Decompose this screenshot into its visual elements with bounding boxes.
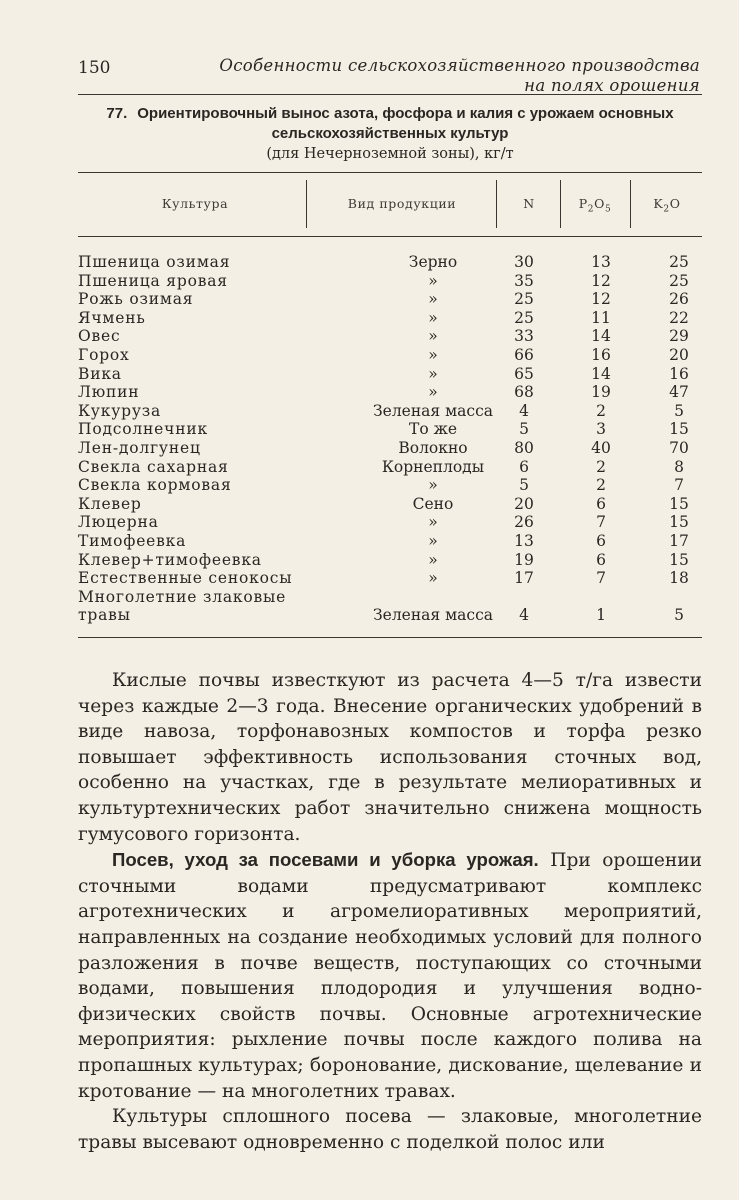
column-divider xyxy=(630,180,631,228)
product-cell: » xyxy=(428,476,438,495)
running-header xyxy=(78,56,700,96)
product-cell: » xyxy=(428,513,438,532)
k2o-cell: 25 xyxy=(669,271,689,290)
p2o5-cell: 11 xyxy=(591,308,611,327)
crop-cell: Горох xyxy=(78,345,130,364)
product-cell: » xyxy=(428,550,438,569)
p2o5-cell: 7 xyxy=(596,569,606,588)
p2o5-cell: 14 xyxy=(591,364,611,383)
product-cell: Корнеплоды xyxy=(381,457,485,476)
crop-cell: Многолетние злаковые травы xyxy=(78,587,287,625)
product-cell: » xyxy=(428,345,438,364)
p2o5-cell: 6 xyxy=(596,494,606,513)
p2o5-cell: 14 xyxy=(591,327,611,346)
n-cell: 30 xyxy=(514,253,534,271)
crop-cell: Люпин xyxy=(78,383,140,402)
crop-cell: Естественные сенокосы xyxy=(78,569,293,588)
crop-cell: Вика xyxy=(78,364,122,383)
crop-cell: Клевер+тимофеевка xyxy=(78,550,262,569)
table-row xyxy=(78,439,702,458)
n-cell: 5 xyxy=(519,420,529,439)
k2o-cell: 47 xyxy=(669,383,689,402)
crop-cell: Пшеница яровая xyxy=(78,271,228,290)
p2o5-cell: 16 xyxy=(591,345,611,364)
column-divider xyxy=(496,180,497,228)
p2o5-cell: 12 xyxy=(591,290,611,309)
p2o5-cell: 6 xyxy=(596,550,606,569)
n-cell: 4 xyxy=(519,606,529,625)
column-divider xyxy=(306,180,307,228)
n-cell: 26 xyxy=(514,513,534,532)
p2o5-cell: 1 xyxy=(596,606,606,625)
k2o-cell: 25 xyxy=(669,253,689,271)
product-cell: Зеленая масса xyxy=(372,606,494,625)
table-row xyxy=(78,551,702,570)
k2o-cell: 22 xyxy=(669,308,689,327)
k2o-cell: 29 xyxy=(669,327,689,346)
n-cell: 17 xyxy=(514,569,534,588)
k2o-cell: 7 xyxy=(674,476,684,495)
product-cell: То же xyxy=(408,420,458,439)
table-row xyxy=(78,253,702,272)
crop-cell: Рожь озимая xyxy=(78,290,194,309)
n-cell: 25 xyxy=(514,290,534,309)
n-cell: 80 xyxy=(514,438,534,457)
crop-cell: Пшеница озимая xyxy=(78,253,231,271)
n-cell: 65 xyxy=(514,364,534,383)
header-crop: Культура xyxy=(161,196,229,211)
p2o5-cell: 12 xyxy=(591,271,611,290)
n-cell: 66 xyxy=(514,345,534,364)
table-body xyxy=(78,253,702,625)
product-cell: Зеленая масса xyxy=(372,401,494,420)
k2o-cell: 26 xyxy=(669,290,689,309)
crop-cell: Кукуруза xyxy=(78,401,162,420)
table-title: Ориентировочный вынос азота, фосфора и калия с урожаем основных сельскохозяйственных культур xyxy=(137,105,674,142)
paragraph: Кислые почвы известкуют из расчета 4—5 т/га извести через каждые 2—3 года. Внесение органических удобрений в виде навоза, торфонавозных компостов и торфа резко повышает эффективность использования сточных вод, особенно на участках, где в результате мелиоративных и культуртехнических работ значительно снижена мощность гумусового горизонта. xyxy=(78,670,702,845)
k2o-cell: 5 xyxy=(674,606,684,625)
p2o5-cell: 2 xyxy=(596,457,606,476)
p2o5-cell: 40 xyxy=(591,438,611,457)
n-cell: 20 xyxy=(514,494,534,513)
table-row xyxy=(78,476,702,495)
table-row xyxy=(78,569,702,588)
table-row xyxy=(78,272,702,291)
table-row xyxy=(78,365,702,384)
n-cell: 4 xyxy=(519,401,529,420)
p2o5-cell: 2 xyxy=(596,476,606,495)
section-lead: Посев, уход за посевами и уборка урожая. xyxy=(112,849,539,871)
header-product: Вид продукции xyxy=(347,196,457,211)
table-row xyxy=(78,309,702,328)
product-cell: » xyxy=(428,531,438,550)
table-caption xyxy=(78,104,702,164)
k2o-cell: 18 xyxy=(669,569,689,588)
column-divider xyxy=(560,180,561,228)
header-k2o: $K_2O$ xyxy=(653,196,681,215)
crop-cell: Люцерна xyxy=(78,513,159,532)
page-number: 150 xyxy=(78,58,111,78)
p2o5-cell: 6 xyxy=(596,531,606,550)
table-row xyxy=(78,346,702,365)
n-cell: 35 xyxy=(514,271,534,290)
product-cell: » xyxy=(428,308,438,327)
n-cell: 13 xyxy=(514,531,534,550)
table-row xyxy=(78,383,702,402)
n-cell: 5 xyxy=(519,476,529,495)
table-row xyxy=(78,513,702,532)
table-unit-note: (для Нечерноземной зоны), кг/т xyxy=(266,146,514,162)
table-number: 77. xyxy=(106,105,128,122)
table-row xyxy=(78,327,702,346)
k2o-cell: 16 xyxy=(669,364,689,383)
k2o-cell: 17 xyxy=(669,531,689,550)
p2o5-cell: 13 xyxy=(591,253,611,271)
n-cell: 19 xyxy=(514,550,534,569)
crop-cell: Клевер xyxy=(78,494,142,513)
k2o-cell: 15 xyxy=(669,420,689,439)
table-bottom-rule xyxy=(78,637,702,638)
k2o-cell: 15 xyxy=(669,494,689,513)
p2o5-cell: 2 xyxy=(596,401,606,420)
table-row xyxy=(78,495,702,514)
table-row xyxy=(78,402,702,421)
header-n: N xyxy=(523,196,535,211)
k2o-cell: 8 xyxy=(674,457,684,476)
header-p2o5: $P_2O_5$ xyxy=(578,196,612,215)
k2o-cell: 5 xyxy=(674,401,684,420)
product-cell: Волокно xyxy=(398,438,468,457)
n-cell: 25 xyxy=(514,308,534,327)
table-header-rule xyxy=(78,236,702,237)
k2o-cell: 15 xyxy=(669,513,689,532)
crop-cell: Подсолнечник xyxy=(78,420,208,439)
table-row xyxy=(78,420,702,439)
crop-cell: Овес xyxy=(78,327,121,346)
table-row xyxy=(78,290,702,309)
running-title: Особенности сельскохозяйственного производства на полях орошения xyxy=(219,56,700,95)
product-cell: » xyxy=(428,290,438,309)
crop-cell: Свекла сахарная xyxy=(78,457,229,476)
product-cell: » xyxy=(428,271,438,290)
crop-cell: Свекла кормовая xyxy=(78,476,232,495)
n-cell: 33 xyxy=(514,327,534,346)
product-cell: » xyxy=(428,327,438,346)
product-cell: » xyxy=(428,383,438,402)
p2o5-cell: 7 xyxy=(596,513,606,532)
table-row xyxy=(78,588,702,625)
n-cell: 68 xyxy=(514,383,534,402)
k2o-cell: 70 xyxy=(669,438,689,457)
crop-cell: Лен-долгунец xyxy=(78,438,201,457)
body-text xyxy=(78,668,702,1155)
crop-cell: Ячмень xyxy=(78,308,146,327)
paragraph: Культуры сплошного посева — злаковые, многолетние травы высевают одновременно с поделкой полос или xyxy=(78,1106,702,1153)
crop-cell: Тимофеевка xyxy=(78,531,187,550)
table-row xyxy=(78,458,702,477)
n-cell: 6 xyxy=(519,457,529,476)
product-cell: Сено xyxy=(412,494,454,513)
header-rule xyxy=(78,94,702,95)
product-cell: Зерно xyxy=(408,253,458,271)
k2o-cell: 15 xyxy=(669,550,689,569)
k2o-cell: 20 xyxy=(669,345,689,364)
table-row xyxy=(78,532,702,551)
product-cell: » xyxy=(428,364,438,383)
product-cell: » xyxy=(428,569,438,588)
p2o5-cell: 19 xyxy=(591,383,611,402)
p2o5-cell: 3 xyxy=(596,420,606,439)
table-top-rule xyxy=(78,172,702,173)
paragraph: Посев, уход за посевами и уборка урожая. При орошении сточными водами предусматривают комплекс агротехнических и агромелиоративных мероприятий, направленных на создание необходимых условий для полного разложения в почве веществ, поступающих со сточными водами, повышения плодородия и улучшения водно-физических свойств почвы. Основные агротехнические мероприятия: рыхление почвы после каждого полива на пропашных культурах; боронование, дискование, щелевание и кротование — на многолетних травах. xyxy=(78,849,703,1102)
